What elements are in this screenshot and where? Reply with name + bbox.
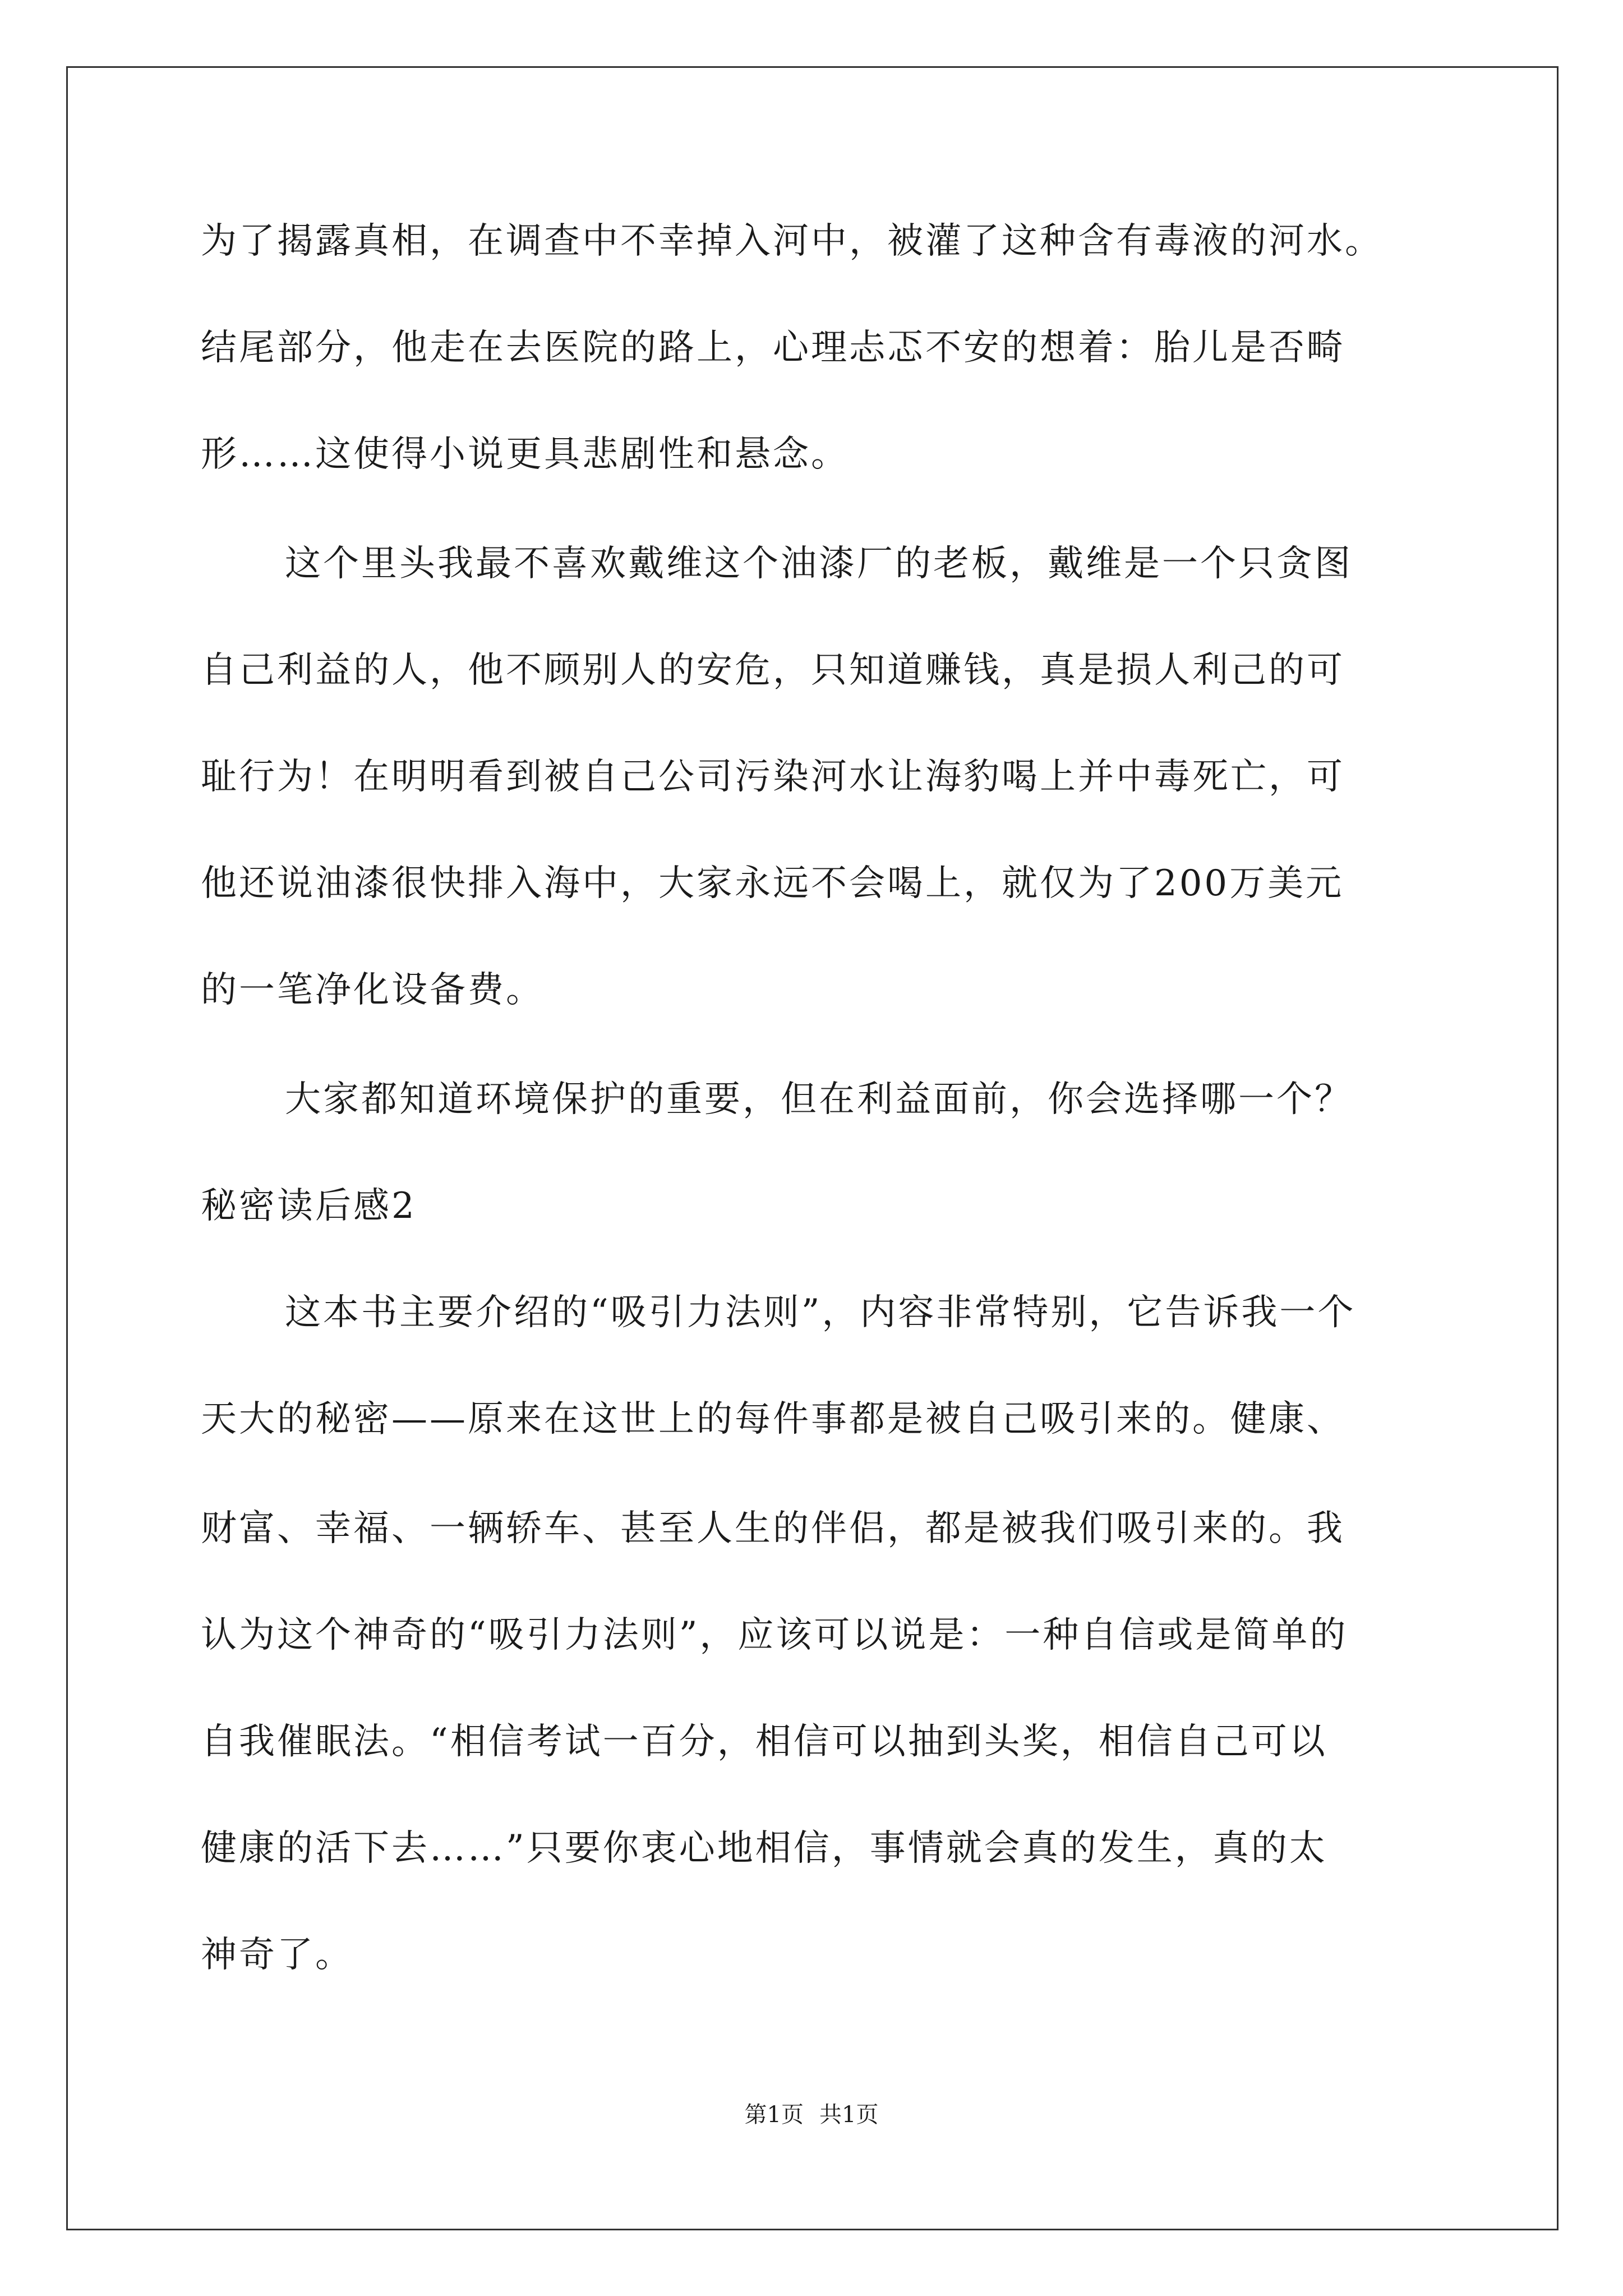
page-total: 共1页 <box>819 2102 879 2128</box>
paragraph-line: 为了揭露真相，在调查中不幸掉入河中，被灌了这种含有毒液的河水。 <box>201 220 1383 262</box>
paragraph-line: 天大的秘密——原来在这世上的每件事都是被自己吸引来的。健康、 <box>201 1398 1345 1440</box>
section-heading: 秘密读后感2 <box>201 1185 417 1227</box>
page-border <box>66 66 1559 2230</box>
paragraph-line: 结尾部分，他走在去医院的路上，心理忐忑不安的想着：胎儿是否畸 <box>201 327 1345 369</box>
paragraph-line: 形……这使得小说更具悲剧性和悬念。 <box>201 434 849 475</box>
paragraph-line: 财富、幸福、一辆轿车、甚至人生的伴侣，都是被我们吸引来的。我 <box>201 1508 1345 1549</box>
page-number: 第1页 <box>744 2102 804 2128</box>
paragraph-line: 他还说油漆很快排入海中，大家永远不会喝上，就仅为了200万美元 <box>201 863 1344 904</box>
paragraph-line: 这本书主要介绍的“吸引力法则”，内容非常特别，它告诉我一个 <box>285 1292 1356 1333</box>
paragraph-line: 神奇了。 <box>201 1934 353 1976</box>
page-footer <box>0 2101 1623 2129</box>
paragraph-line: 耻行为！在明明看到被自己公司污染河水让海豹喝上并中毒死亡，可 <box>201 756 1345 798</box>
paragraph-line: 自己利益的人，他不顾别人的安危，只知道赚钱，真是损人利己的可 <box>201 650 1345 691</box>
paragraph-line: 健康的活下去……”只要你衷心地相信，事情就会真的发生，真的太 <box>201 1828 1327 1869</box>
paragraph-line: 认为这个神奇的“吸引力法则”，应该可以说是：一种自信或是简单的 <box>201 1614 1348 1656</box>
paragraph-line: 自我催眠法。“相信考试一百分，相信可以抽到头奖，相信自己可以 <box>201 1721 1327 1763</box>
paragraph-line: 的一笔净化设备费。 <box>201 969 544 1011</box>
paragraph-line: 大家都知道环境保护的重要，但在利益面前，你会选择哪一个？ <box>285 1079 1353 1120</box>
paragraph-line: 这个里头我最不喜欢戴维这个油漆厂的老板，戴维是一个只贪图 <box>285 543 1353 585</box>
